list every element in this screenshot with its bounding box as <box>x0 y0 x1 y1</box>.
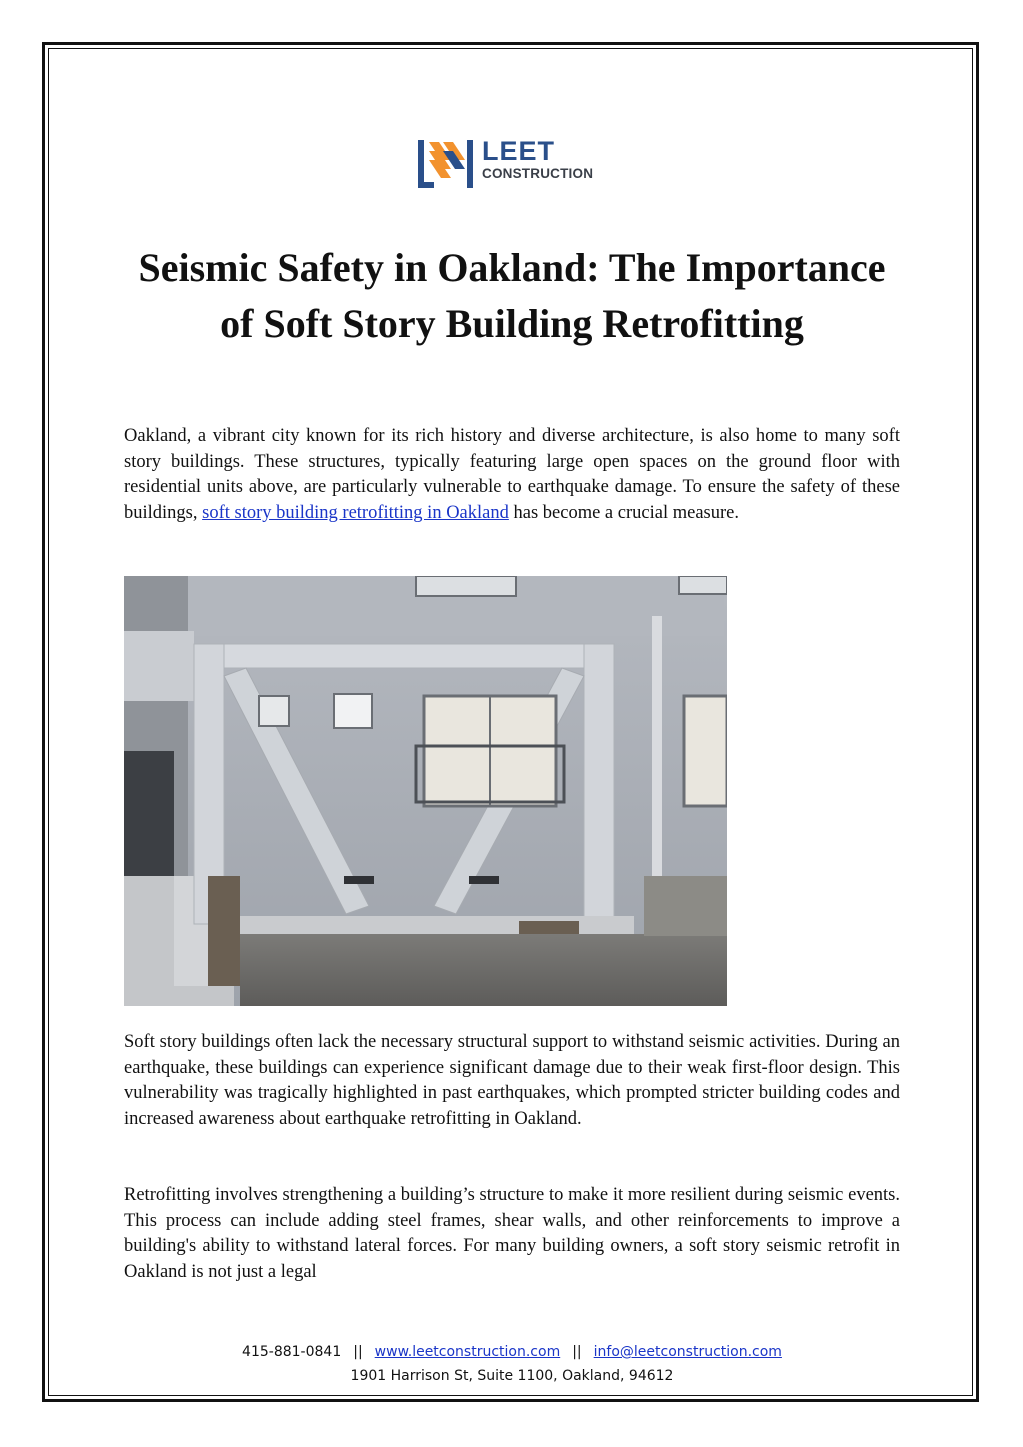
retrofitting-paragraph: Retrofitting involves strengthening a building’s structure to make it more resilient during seismic events. This process can include adding steel frames, shear walls, and other reinforcements to improve a building's ability to withstand lateral forces. For many building owners, a soft story seismic retrofit in Oakland is not just a legal <box>124 1185 900 1282</box>
logo-brand-name: LEET <box>482 136 556 166</box>
logo-mark-icon <box>417 136 477 192</box>
footer-email-link[interactable]: info@leetconstruction.com <box>593 1344 782 1360</box>
footer-separator: || <box>572 1344 582 1360</box>
footer-phone: 415-881-0841 <box>242 1344 342 1360</box>
footer-address: 1901 Harrison St, Suite 1100, Oakland, 94612 <box>350 1368 674 1384</box>
page-footer <box>124 1340 900 1388</box>
photo-illustration <box>124 576 727 1006</box>
building-retrofit-photo <box>124 576 727 1006</box>
vulnerability-paragraph: Soft story buildings often lack the necessary structural support to withstand seismic activities. During an earthquake, these buildings can experience significant damage due to their weak first-floor design. This vulnerability was tragically highlighted in past earthquakes, which prompted stricter building codes and increased awareness about earthquake retrofitting in Oakland. <box>124 1032 900 1129</box>
leet-construction-logo <box>417 136 607 192</box>
footer-separator: || <box>353 1344 363 1360</box>
logo-brand-subtitle: CONSTRUCTION <box>482 166 594 181</box>
footer-website-link[interactable]: www.leetconstruction.com <box>374 1344 561 1360</box>
footer-contact-line <box>124 1340 900 1364</box>
retrofitting-link[interactable]: soft story building retrofitting in Oakland <box>202 502 509 523</box>
intro-text: Oakland, a vibrant city known for its rich history and diverse architecture, is also home to many soft story buildings. These structures, typically featuring large open spaces on the ground floor with residential units above, are particularly vulnerable to earthquake damage. To ensure the safety of these buildings, <box>124 426 900 523</box>
page-title: Seismic Safety in Oakland: The Importance of Soft Story Building Retrofitting <box>138 245 886 346</box>
intro-text-end: has become a crucial measure. <box>508 502 739 523</box>
intro-paragraph <box>124 424 900 526</box>
